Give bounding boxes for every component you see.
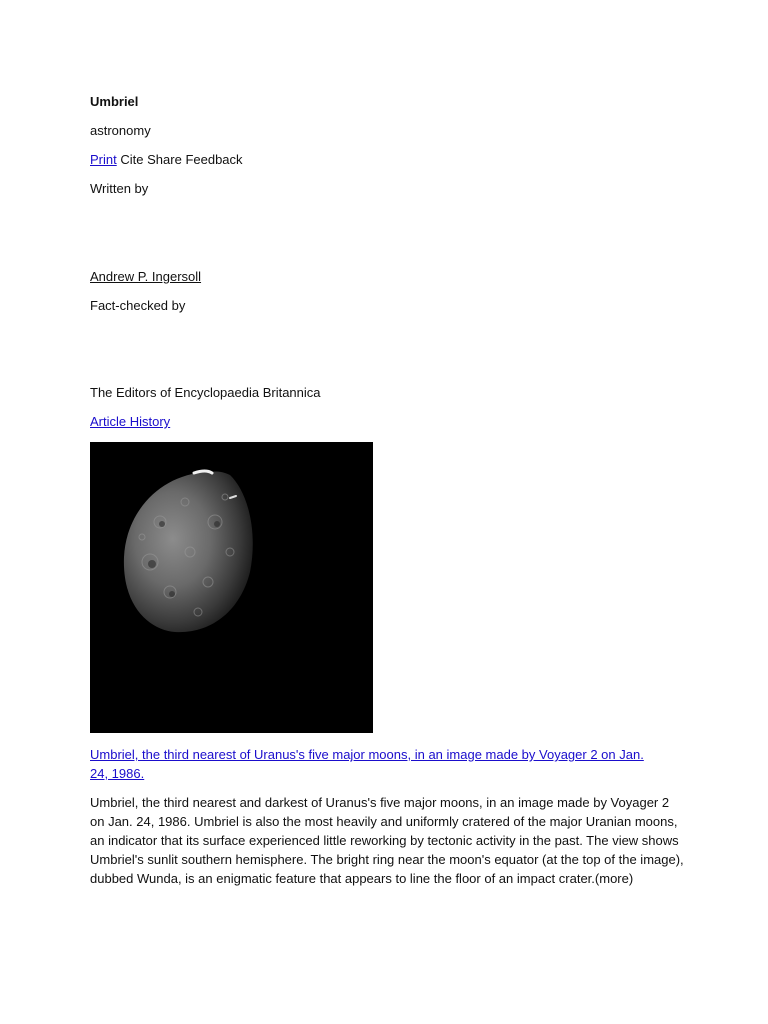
article-history-link[interactable]: Article History <box>90 414 171 429</box>
article-topic: astronomy <box>90 123 151 138</box>
feedback-button[interactable]: Feedback <box>185 152 243 167</box>
article-title: Umbriel <box>90 94 139 109</box>
figure-caption-link[interactable]: Umbriel, the third nearest of Uranus's five major moons, in an image made by Voyager 2 on Jan. 24, 1986. <box>90 747 644 781</box>
fact-checker-name: The Editors of Encyclopaedia Britannica <box>90 385 321 400</box>
author-link[interactable]: Andrew P. Ingersoll <box>90 269 202 284</box>
more-link[interactable]: (more) <box>594 871 634 886</box>
umbriel-moon-photo <box>90 442 373 733</box>
fact-checked-label: Fact-checked by <box>90 298 186 313</box>
figure-description <box>90 793 685 888</box>
figure-caption <box>90 745 660 783</box>
article-actions <box>90 151 243 169</box>
cite-button[interactable]: Cite <box>120 152 144 167</box>
umbriel-image[interactable] <box>90 442 373 733</box>
figure-description-text: Umbriel, the third nearest and darkest of Uranus's five major moons, in an image made by Voyager 2 on Jan. 24, 1986. Umbriel is also the most heavily and uniformly cratered of the major Uranian moons, an indicator that its surface experienced little reworking by tectonic activity in the past. The view shows Umbriel's sunlit southern hemisphere. The bright ring near the moon's equator (at the top of the image), dubbed Wunda, is an enigmatic feature that appears to line the floor of an impact crater. <box>90 795 684 886</box>
share-button[interactable]: Share <box>147 152 182 167</box>
article-history-link-wrapper <box>90 413 170 431</box>
written-by-label: Written by <box>90 181 149 196</box>
print-link[interactable]: Print <box>90 152 117 167</box>
